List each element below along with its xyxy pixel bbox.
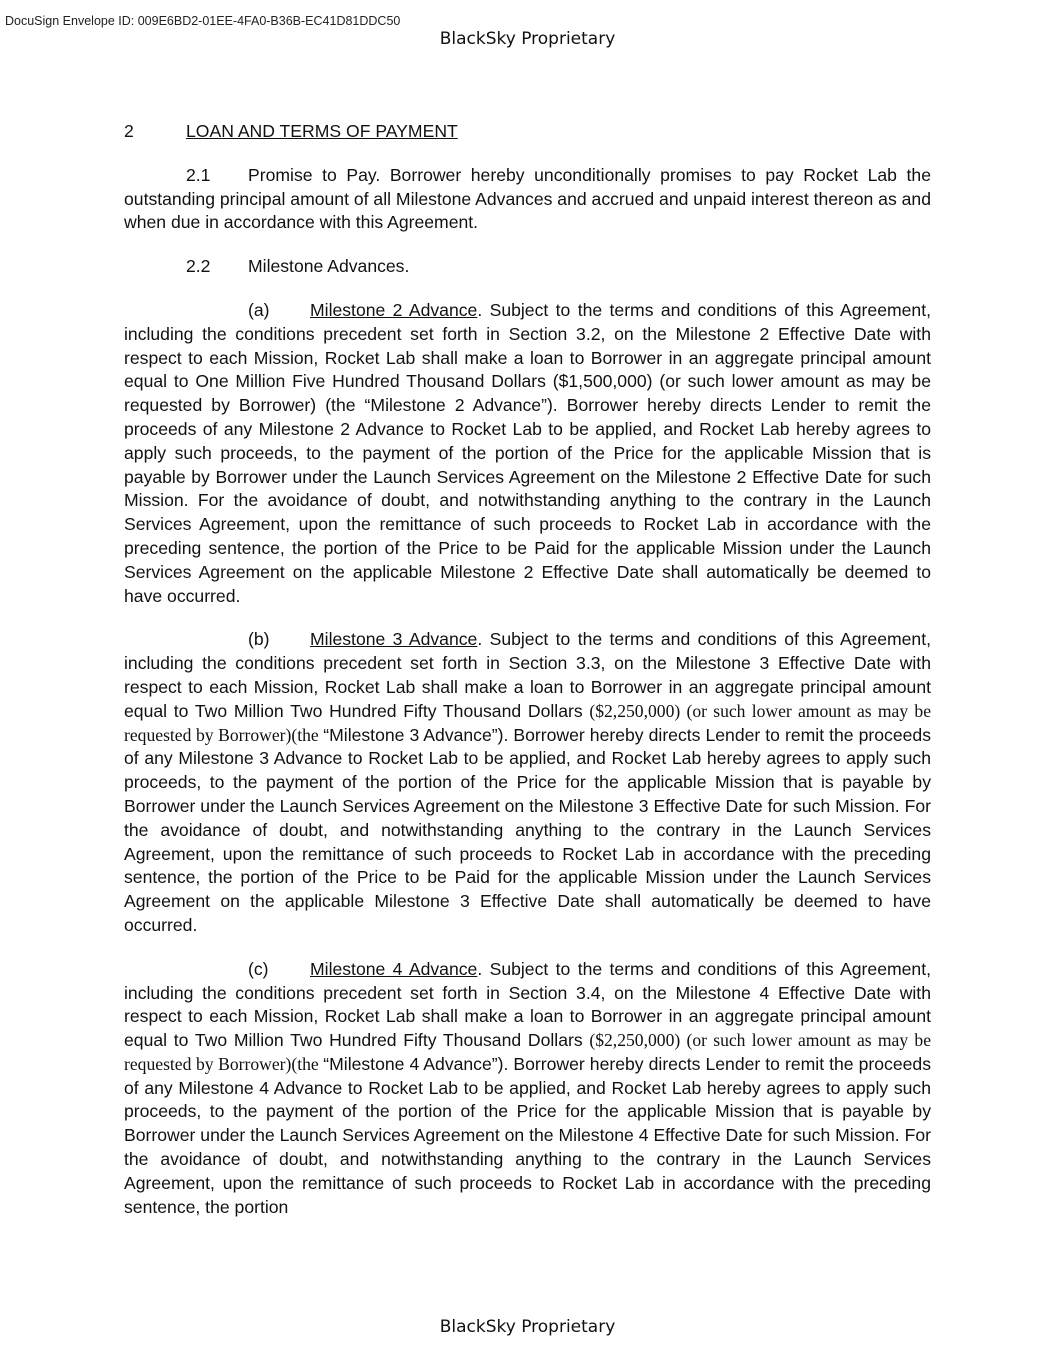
clause-2-1-text: Promise to Pay. Borrower hereby unconditionally promises to pay Rocket Lab the outstanding principal amount of all Milestone Advances and accrued and unpaid interest thereon as and when due in accordance with this Agreement. [124, 164, 931, 233]
section-title: LOAN AND TERMS OF PAYMENT [186, 121, 458, 141]
clause-2-1-number: 2.1 [186, 164, 211, 185]
clause-b-label: (b) [248, 629, 270, 650]
clause-b-text-1: . Subject to the terms and conditions of this Agreement, including the conditions precedent set forth in Section 3.3, on the Milestone 3 Effective Date with respect to each Mission, Rocket Lab shall make a loan to Borrower in an aggregate principal amount equal to Two Million Two Hundred Fifty Thousand Dollars [124, 629, 931, 721]
clause-2-2-b [124, 628, 931, 937]
section-heading [124, 120, 931, 144]
header-proprietary-mark: BlackSky Proprietary [439, 29, 616, 49]
clause-a-text: . Subject to the terms and conditions of this Agreement, including the conditions precedent set forth in Section 3.2, on the Milestone 2 Effective Date with respect to each Mission, Rocket Lab shall make a loan to Borrower in an aggregate principal amount equal to One Million Five Hundred Thousand Dollars ($1,500,000) (or such lower amount as may be requested by Borrower) (the “Milestone 2 Advance”). Borrower hereby directs Lender to remit the proceeds of any Milestone 2 Advance to Rocket Lab to be applied, and Rocket Lab hereby agrees to apply such proceeds, to the payment of the portion of the Price for the applicable Mission that is payable by Borrower under the Launch Services Agreement on the Milestone 2 Effective Date for such Mission. For the avoidance of doubt, and notwithstanding anything to the contrary in the Launch Services Agreement, upon the remittance of such proceeds to Rocket Lab in accordance with the preceding sentence, the portion of the Price to be Paid for the applicable Mission under the Launch Services Agreement on the applicable Milestone 2 Effective Date shall automatically be deemed to have occurred. [124, 299, 931, 606]
clause-2-2-c [124, 958, 931, 1220]
envelope-id: DocuSign Envelope ID: 009E6BD2-01EE-4FA0-B36B-EC41D81DDC50 [5, 14, 401, 28]
clause-a-title: Milestone 2 Advance [310, 299, 478, 320]
clause-c-text-1: . Subject to the terms and conditions of this Agreement, including the conditions precedent set forth in Section 3.4, on the Milestone 4 Effective Date with respect to each Mission, Rocket Lab shall make a loan to Borrower in an aggregate principal amount equal to Two Million Two Hundred Fifty Thousand Dollars [124, 958, 931, 1051]
clause-2-1 [124, 164, 931, 235]
clause-2-2-number: 2.2 [186, 256, 211, 277]
clause-c-title: Milestone 4 Advance [310, 958, 478, 979]
clause-2-2-title: Milestone Advances. [248, 256, 410, 277]
clause-2-2 [124, 255, 931, 279]
footer-proprietary-mark: BlackSky Proprietary [439, 1317, 616, 1337]
clause-b-serif-text: ($2,250,000) (or such lower amount as may be requested by Borrower)(the [124, 700, 932, 745]
clause-a-label: (a) [248, 299, 270, 320]
clause-b-title: Milestone 3 Advance [310, 629, 478, 650]
section-number: 2 [124, 121, 134, 141]
document-body [124, 120, 931, 1239]
clause-b-text-2: “Milestone 3 Advance”). Borrower hereby directs Lender to remit the proceeds of any Milestone 3 Advance to Rocket Lab to be applied, and Rocket Lab hereby agrees to apply such proceeds, to the payment of the portion of the Price for the applicable Mission that is payable by Borrower under the Launch Services Agreement on the Milestone 3 Effective Date for such Mission. For the avoidance of doubt, and notwithstanding anything to the contrary in the Launch Services Agreement, upon the remittance of such proceeds to Rocket Lab in accordance with the preceding sentence, the portion of the Price to be Paid for the applicable Mission under the Launch Services Agreement on the applicable Milestone 3 Effective Date shall automatically be deemed to have occurred. [124, 724, 931, 935]
clause-2-2-a [124, 299, 931, 608]
clause-c-label: (c) [248, 958, 269, 979]
clause-c-serif-text: ($2,250,000) (or such lower amount as may be requested by Borrower)(the [124, 1030, 932, 1074]
clause-c-text-2: “Milestone 4 Advance”). Borrower hereby directs Lender to remit the proceeds of any Milestone 4 Advance to Rocket Lab to be applied, and Rocket Lab hereby agrees to apply such proceeds, to the payment of the portion of the Price for the applicable Mission that is payable by Borrower under the Launch Services Agreement on the Milestone 4 Effective Date for such Mission. For the avoidance of doubt, and notwithstanding anything to the contrary in the Launch Services Agreement, upon the remittance of such proceeds to Rocket Lab in accordance with the preceding sentence, the portion [124, 1053, 931, 1217]
